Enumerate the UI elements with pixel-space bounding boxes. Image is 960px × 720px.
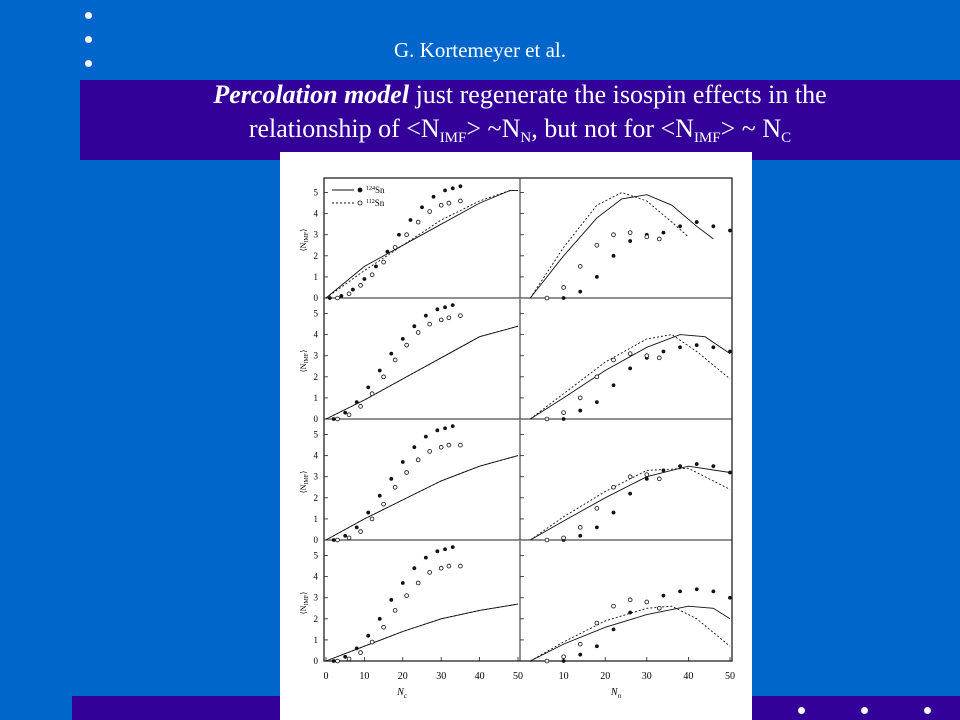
decor-dot <box>924 707 931 714</box>
y-axis-label: $⟨N_{IMF}⟩$ <box>299 470 310 494</box>
data-point-112sn <box>595 375 599 379</box>
data-point-124sn <box>595 400 599 404</box>
data-point-112sn <box>428 210 432 214</box>
data-point-124sn <box>678 590 682 594</box>
data-point-112sn <box>439 318 443 322</box>
data-point-112sn <box>645 354 649 358</box>
data-point-124sn <box>695 343 699 347</box>
legend-label-el: Sn <box>374 198 385 208</box>
data-point-112sn <box>612 604 616 608</box>
data-point-124sn <box>451 424 455 428</box>
y-axis-label-sub: IMF <box>304 473 310 485</box>
y-tick-label: 0 <box>313 656 318 666</box>
data-point-112sn <box>336 659 340 663</box>
y-tick-label: 1 <box>313 271 318 282</box>
data-point-112sn <box>562 655 566 659</box>
data-point-124sn <box>351 288 355 292</box>
y-tick-label: 3 <box>313 592 318 603</box>
x-tick-label: 40 <box>474 671 485 682</box>
data-point-112sn <box>393 608 397 612</box>
data-point-112sn <box>428 450 432 454</box>
y-tick-label: 4 <box>313 450 318 461</box>
legend-label-el: Sn <box>375 185 385 195</box>
data-point-124sn <box>451 303 455 307</box>
data-point-112sn <box>595 621 599 625</box>
model-line-112sn <box>326 604 518 661</box>
y-tick-label: 0 <box>313 293 318 303</box>
decor-dot <box>861 707 868 714</box>
data-point-112sn <box>578 642 582 646</box>
data-point-124sn <box>628 611 632 615</box>
data-point-124sn <box>443 426 447 430</box>
title-text: > ~N <box>466 114 521 143</box>
y-tick-label: 4 <box>313 571 318 582</box>
y-tick-label: 1 <box>313 513 318 524</box>
data-point-112sn <box>459 199 463 203</box>
data-point-112sn <box>382 260 386 264</box>
data-point-124sn <box>343 655 347 659</box>
data-point-112sn <box>645 473 649 477</box>
data-point-124sn <box>401 337 405 341</box>
data-point-112sn <box>657 356 661 360</box>
data-point-124sn <box>332 417 336 421</box>
data-point-124sn <box>386 250 390 254</box>
data-point-124sn <box>711 590 715 594</box>
data-point-124sn <box>328 296 332 300</box>
data-point-124sn <box>412 566 416 570</box>
data-point-124sn <box>363 277 367 281</box>
data-point-112sn <box>382 375 386 379</box>
y-tick-label: 2 <box>313 371 318 382</box>
y-tick-label: 0 <box>313 414 318 424</box>
data-point-112sn <box>405 594 409 598</box>
data-point-112sn <box>382 502 386 506</box>
data-point-112sn <box>359 530 363 534</box>
data-point-124sn <box>412 445 416 449</box>
data-point-124sn <box>389 477 393 481</box>
data-point-124sn <box>443 547 447 551</box>
y-tick-label: 5 <box>313 550 318 561</box>
x-tick-label: 20 <box>397 671 408 682</box>
y-axis-label-sub: IMF <box>304 231 310 243</box>
data-point-124sn <box>711 345 715 349</box>
data-point-112sn <box>628 598 632 602</box>
data-point-124sn <box>409 218 413 222</box>
data-point-112sn <box>459 314 463 318</box>
x-axis-label-left: $N_c$ <box>397 687 407 700</box>
data-point-112sn <box>405 233 409 237</box>
model-line-124sn <box>530 335 730 419</box>
data-point-124sn <box>451 545 455 549</box>
data-point-124sn <box>711 464 715 468</box>
data-point-124sn <box>578 409 582 413</box>
data-point-124sn <box>412 324 416 328</box>
title-text: just regenerate the isospin effects in the <box>409 80 827 109</box>
data-point-112sn <box>370 640 374 644</box>
data-point-124sn <box>628 366 632 370</box>
y-tick-label: 2 <box>313 613 318 624</box>
data-point-124sn <box>389 352 393 356</box>
model-line-124sn <box>530 606 730 661</box>
data-point-124sn <box>401 581 405 585</box>
data-point-124sn <box>728 596 732 600</box>
y-axis-label: $⟨N_{IMF}⟩$ <box>299 228 310 252</box>
chart-svg <box>280 152 752 720</box>
data-point-112sn <box>347 413 351 417</box>
data-point-112sn <box>447 316 451 320</box>
data-point-112sn <box>416 331 420 335</box>
data-point-112sn <box>347 657 351 661</box>
data-point-124sn <box>562 296 566 300</box>
data-point-124sn <box>728 471 732 475</box>
data-point-124sn <box>401 460 405 464</box>
y-tick-label: 5 <box>313 187 318 198</box>
data-point-112sn <box>459 564 463 568</box>
data-point-124sn <box>339 294 343 298</box>
data-point-124sn <box>389 598 393 602</box>
legend-label-sup: 124 <box>366 186 375 192</box>
x-tick-label: 0 <box>323 671 329 682</box>
x-tick-label: 20 <box>600 671 611 682</box>
data-point-124sn <box>397 233 401 237</box>
data-point-112sn <box>393 485 397 489</box>
data-point-124sn <box>728 350 732 354</box>
data-point-112sn <box>439 203 443 207</box>
data-point-124sn <box>366 511 370 515</box>
y-tick-label: 2 <box>313 492 318 503</box>
title-subscript: IMF <box>693 130 721 146</box>
data-point-124sn <box>628 239 632 243</box>
data-point-124sn <box>378 617 382 621</box>
data-point-124sn <box>662 231 666 235</box>
data-point-124sn <box>578 653 582 657</box>
data-point-124sn <box>612 383 616 387</box>
data-point-124sn <box>424 556 428 560</box>
data-point-112sn <box>612 485 616 489</box>
data-point-112sn <box>562 411 566 415</box>
y-axis-label-end: ⟩ <box>299 228 308 232</box>
data-point-112sn <box>370 273 374 277</box>
data-point-124sn <box>678 464 682 468</box>
legend-label-sup: 112 <box>366 199 375 205</box>
data-point-112sn <box>628 352 632 356</box>
x-axis-label-sub: n <box>617 692 622 700</box>
data-point-124sn <box>355 400 359 404</box>
data-point-112sn <box>370 392 374 396</box>
data-point-124sn <box>332 659 336 663</box>
data-point-112sn <box>562 286 566 290</box>
x-tick-label: 50 <box>513 671 523 682</box>
data-point-112sn <box>645 600 649 604</box>
data-point-112sn <box>370 517 374 521</box>
data-point-124sn <box>595 644 599 648</box>
data-point-112sn <box>393 245 397 249</box>
data-point-124sn <box>662 594 666 598</box>
title-subscript: N <box>520 130 532 146</box>
data-point-112sn <box>628 231 632 235</box>
data-point-112sn <box>657 606 661 610</box>
data-point-112sn <box>447 201 451 205</box>
data-point-112sn <box>393 358 397 362</box>
data-point-124sn <box>645 477 649 481</box>
data-point-124sn <box>355 646 359 650</box>
y-tick-label: 1 <box>313 392 318 403</box>
y-axis-label: $⟨N_{IMF}⟩$ <box>299 349 310 373</box>
y-tick-label: 3 <box>313 350 318 361</box>
y-tick-label: 5 <box>313 308 318 319</box>
legend-label <box>366 185 385 195</box>
data-point-112sn <box>595 243 599 247</box>
data-point-124sn <box>678 224 682 228</box>
data-point-124sn <box>432 195 436 199</box>
data-point-124sn <box>695 587 699 591</box>
data-point-112sn <box>359 651 363 655</box>
data-point-124sn <box>424 314 428 318</box>
data-point-112sn <box>416 581 420 585</box>
data-point-112sn <box>578 396 582 400</box>
y-tick-label: 2 <box>313 250 318 261</box>
x-axis-label-right: $N_n$ <box>610 687 622 700</box>
data-point-112sn <box>336 296 340 300</box>
data-point-124sn <box>332 538 336 542</box>
data-point-112sn <box>447 443 451 447</box>
data-point-124sn <box>562 417 566 421</box>
y-axis-label-end: ⟩ <box>299 470 308 474</box>
y-tick-label: 3 <box>313 229 318 240</box>
data-point-112sn <box>447 564 451 568</box>
data-point-124sn <box>695 462 699 466</box>
data-point-112sn <box>612 233 616 237</box>
data-point-124sn <box>435 307 439 311</box>
data-point-124sn <box>595 275 599 279</box>
data-point-124sn <box>662 469 666 473</box>
legend-marker <box>358 188 362 192</box>
data-point-124sn <box>612 511 616 515</box>
data-point-124sn <box>459 184 463 188</box>
data-point-124sn <box>343 534 347 538</box>
data-point-112sn <box>416 220 420 224</box>
data-point-124sn <box>443 189 447 193</box>
decor-dot <box>85 12 92 19</box>
data-point-112sn <box>545 659 549 663</box>
data-point-112sn <box>545 538 549 542</box>
data-point-112sn <box>428 322 432 326</box>
data-point-112sn <box>459 443 463 447</box>
data-point-112sn <box>382 625 386 629</box>
model-line-124sn <box>530 195 713 298</box>
data-point-112sn <box>545 417 549 421</box>
y-tick-label: 4 <box>313 329 318 340</box>
x-tick-label: 50 <box>725 671 735 682</box>
title-subscript: C <box>781 130 792 146</box>
data-point-112sn <box>545 296 549 300</box>
data-point-124sn <box>711 224 715 228</box>
y-tick-label: 1 <box>313 634 318 645</box>
data-point-124sn <box>366 634 370 638</box>
data-point-124sn <box>420 205 424 209</box>
y-tick-label: 4 <box>313 208 318 219</box>
data-point-124sn <box>435 549 439 553</box>
data-point-112sn <box>595 506 599 510</box>
title-emphasis: Percolation model <box>213 80 410 109</box>
data-point-112sn <box>439 445 443 449</box>
title-text: , but not for <N <box>531 114 694 143</box>
data-point-112sn <box>359 404 363 408</box>
data-point-124sn <box>662 350 666 354</box>
title-text: > ~ N <box>720 114 782 143</box>
data-point-124sn <box>443 305 447 309</box>
data-point-124sn <box>562 659 566 663</box>
data-point-124sn <box>678 345 682 349</box>
decor-dot <box>798 707 805 714</box>
data-point-124sn <box>374 264 378 268</box>
data-point-112sn <box>645 235 649 239</box>
y-axis-label-sub: IMF <box>304 352 310 364</box>
data-point-112sn <box>562 536 566 540</box>
model-line-124sn <box>326 326 518 419</box>
data-point-112sn <box>347 536 351 540</box>
author-line: G. Kortemeyer et al. <box>393 38 566 62</box>
data-point-112sn <box>578 525 582 529</box>
data-point-124sn <box>378 369 382 373</box>
slide-title <box>80 78 960 155</box>
data-point-112sn <box>657 237 661 241</box>
data-point-124sn <box>595 525 599 529</box>
data-point-124sn <box>451 186 455 190</box>
x-tick-label: 40 <box>683 671 694 682</box>
model-line-112sn <box>326 456 518 540</box>
y-axis-label-sub: IMF <box>304 594 310 606</box>
data-point-124sn <box>343 411 347 415</box>
data-point-124sn <box>695 220 699 224</box>
legend-marker <box>358 201 362 205</box>
model-line-124sn <box>326 604 518 661</box>
data-point-124sn <box>366 385 370 389</box>
data-point-112sn <box>359 283 363 287</box>
data-point-124sn <box>578 290 582 294</box>
data-point-124sn <box>612 254 616 258</box>
data-point-112sn <box>405 471 409 475</box>
data-point-112sn <box>428 571 432 575</box>
data-point-124sn <box>612 627 616 631</box>
data-point-112sn <box>347 292 351 296</box>
data-point-124sn <box>355 525 359 529</box>
figure <box>280 152 752 720</box>
model-line-112sn <box>530 606 730 661</box>
legend-label <box>366 198 385 208</box>
x-tick-label: 10 <box>558 671 569 682</box>
y-axis-label: $⟨N_{IMF}⟩$ <box>299 591 310 615</box>
data-point-124sn <box>578 534 582 538</box>
y-tick-label: 0 <box>313 535 318 545</box>
data-point-124sn <box>378 494 382 498</box>
data-point-112sn <box>336 538 340 542</box>
data-point-124sn <box>435 428 439 432</box>
data-point-124sn <box>728 229 732 233</box>
data-point-112sn <box>439 566 443 570</box>
data-point-112sn <box>336 417 340 421</box>
model-line-112sn <box>530 468 730 540</box>
data-point-112sn <box>416 458 420 462</box>
title-text: relationship of <N <box>248 114 440 143</box>
model-line-112sn <box>530 335 730 419</box>
y-tick-label: 3 <box>313 471 318 482</box>
model-line-124sn <box>326 456 518 540</box>
x-tick-label: 10 <box>359 671 370 682</box>
y-axis-label-end: ⟩ <box>299 349 308 353</box>
y-tick-label: 5 <box>313 429 318 440</box>
x-axis-label-sub: c <box>403 692 407 700</box>
y-axis-label-end: ⟩ <box>299 591 308 595</box>
title-subscript: IMF <box>439 130 467 146</box>
data-point-124sn <box>424 435 428 439</box>
data-point-112sn <box>578 264 582 268</box>
x-tick-label: 30 <box>641 671 652 682</box>
data-point-124sn <box>628 492 632 496</box>
data-point-112sn <box>657 477 661 481</box>
data-point-112sn <box>612 358 616 362</box>
data-point-112sn <box>405 343 409 347</box>
data-point-112sn <box>628 475 632 479</box>
x-tick-label: 30 <box>436 671 447 682</box>
